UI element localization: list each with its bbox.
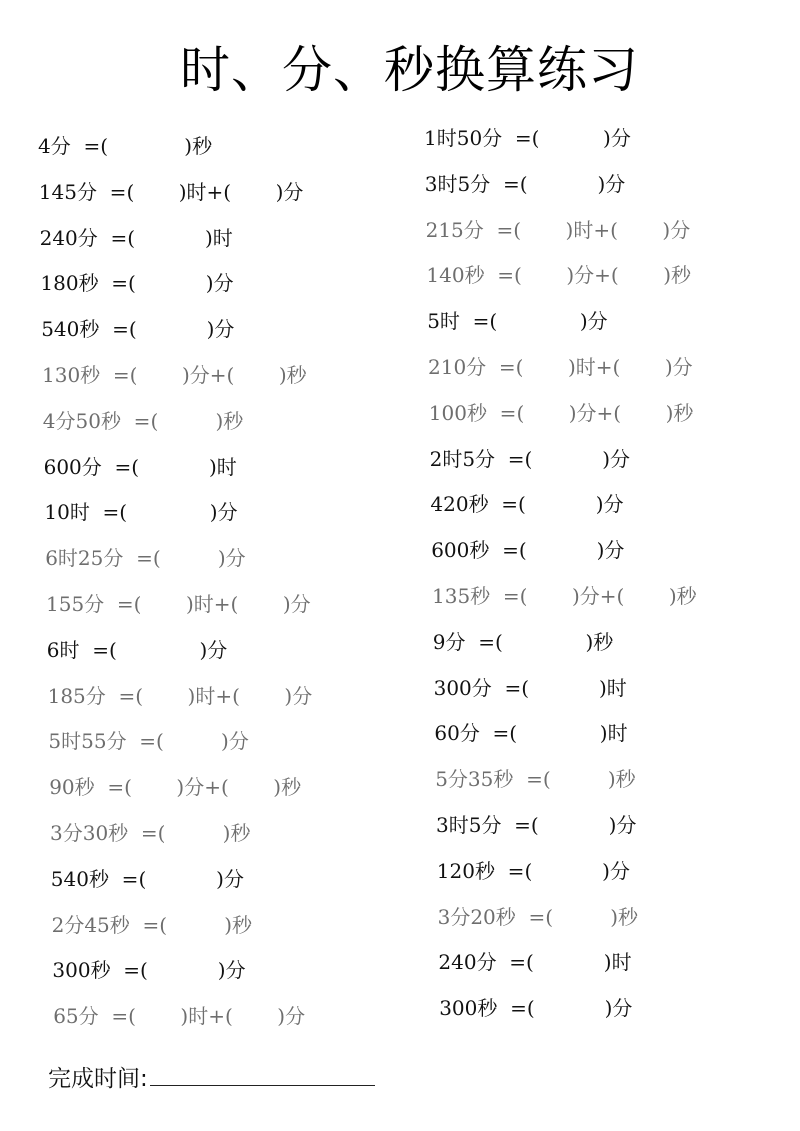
page-title: 时、分、秒换算练习	[180, 41, 639, 99]
question-item: 140秒 =( )分+( )秒	[426, 263, 692, 288]
question-item: 155分 =( )时+( )分	[46, 592, 311, 616]
question-item: 6时 =( )分	[46, 637, 228, 662]
question-item: 2分45秒 =( )秒	[51, 912, 253, 937]
question-item: 300秒 =( )分	[439, 996, 633, 1021]
question-item: 540秒 =( )分	[41, 317, 235, 342]
question-item: 90秒 =( )分+( )秒	[49, 775, 302, 800]
question-item: 65分 =( )时+( )分	[53, 1004, 306, 1029]
question-item: 180秒 =( )分	[40, 271, 234, 296]
question-item: 600秒 =( )分	[431, 538, 625, 563]
question-item: 420秒 =( )分	[430, 492, 624, 517]
question-item: 3分30秒 =( )秒	[50, 821, 251, 845]
question-item: 100秒 =( )分+( )秒	[428, 400, 694, 425]
question-item: 210分 =( )时+( )分	[428, 355, 693, 379]
question-item: 1时50分 =( )分	[424, 126, 631, 150]
question-item: 3分20秒 =( )秒	[437, 904, 639, 929]
question-item: 9分 =( )秒	[432, 629, 614, 654]
question-item: 10时 =( )分	[44, 500, 238, 525]
question-item: 300秒 =( )分	[52, 958, 246, 983]
question-item: 5时55分 =( )分	[48, 729, 249, 754]
question-item: 2时5分 =( )分	[429, 446, 631, 471]
question-item: 600分 =( )时	[43, 454, 237, 479]
completion-time-blank[interactable]	[150, 1065, 375, 1086]
completion-time	[48, 1060, 375, 1093]
question-item: 120秒 =( )分	[436, 858, 630, 883]
question-item: 240分 =( )时	[39, 225, 233, 250]
completion-time-label: 完成时间:	[48, 1066, 148, 1092]
question-item: 130秒 =( )分+( )秒	[42, 363, 307, 387]
question-item: 3时5分 =( )分	[424, 171, 626, 196]
question-item: 540秒 =( )分	[50, 866, 244, 891]
question-item: 5分35秒 =( )秒	[435, 767, 636, 792]
question-item: 3时5分 =( )分	[436, 813, 637, 837]
question-item: 300分 =( )时	[433, 675, 627, 700]
question-item: 215分 =( )时+( )分	[425, 217, 691, 242]
question-item: 135秒 =( )分+( )秒	[432, 584, 697, 608]
question-item: 60分 =( )时	[434, 721, 628, 746]
question-item: 4分50秒 =( )秒	[42, 408, 244, 433]
question-item: 240分 =( )时	[438, 950, 632, 975]
question-item: 185分 =( )时+( )分	[47, 683, 313, 708]
question-item: 6时25分 =( )分	[45, 546, 246, 571]
question-item: 145分 =( )时+( )分	[38, 179, 304, 204]
question-item: 5时 =( )分	[427, 309, 608, 334]
question-item: 4分 =( )秒	[38, 134, 213, 158]
